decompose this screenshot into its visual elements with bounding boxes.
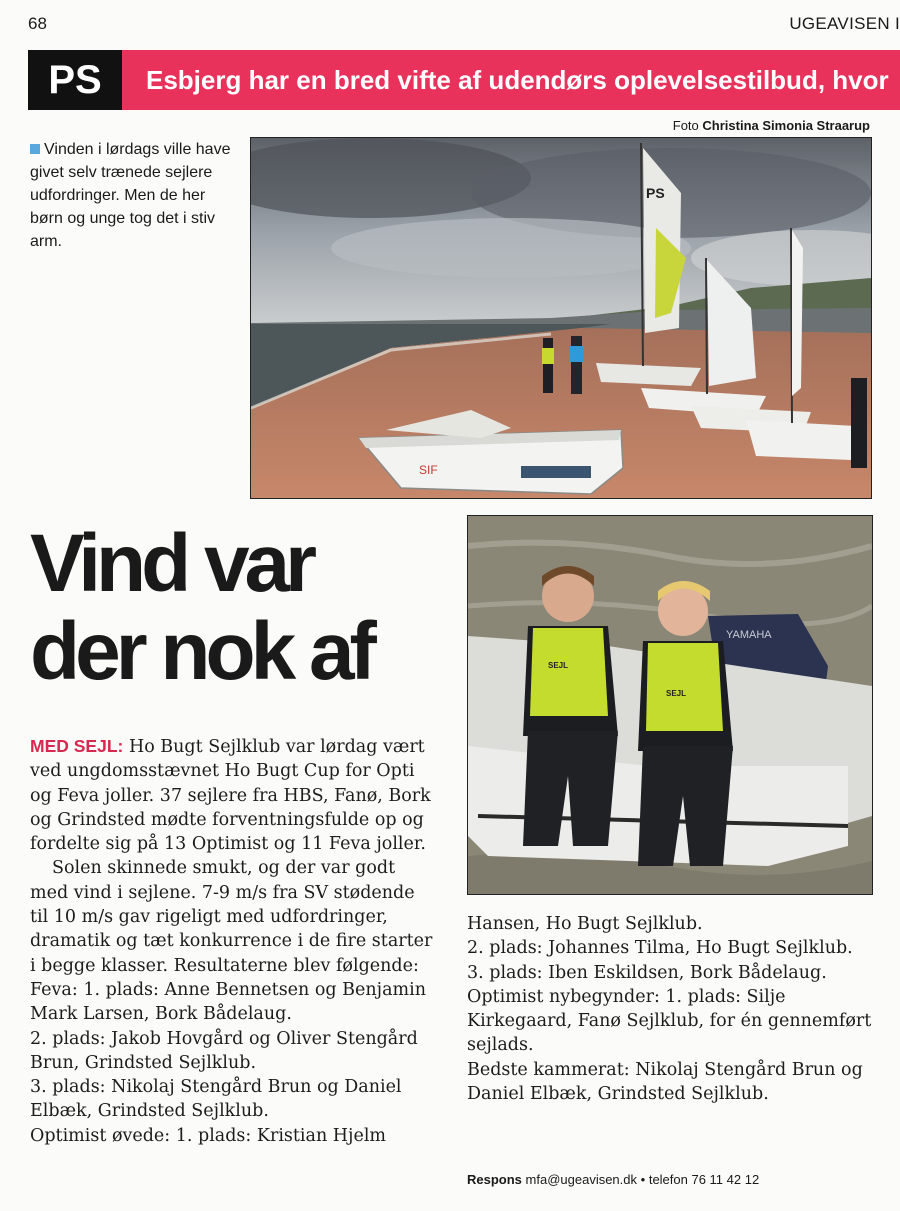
kicker: MED SEJL: bbox=[30, 736, 124, 756]
respons-email[interactable]: mfa@ugeavisen.dk bbox=[525, 1172, 638, 1187]
result-line: Optimist øvede: 1. plads: Kristian Hjelm bbox=[30, 1125, 387, 1146]
banner-text: Esbjerg har en bred vifte af udendørs oplevelsestilbud, hvor bbox=[122, 50, 900, 110]
photo-kids-on-rib bbox=[467, 515, 873, 895]
respons-phone: telefon 76 11 42 12 bbox=[648, 1172, 760, 1187]
headline bbox=[30, 520, 450, 696]
headline-line-2: der nok af bbox=[30, 606, 372, 697]
photo-beach-dinghies bbox=[250, 137, 872, 499]
article-column-2 bbox=[467, 912, 872, 1106]
respons-label: Respons bbox=[467, 1172, 522, 1187]
result-line: 3. plads: Nikolaj Stengård Brun og Daniel Elbæk, Grindsted Sejlklub. bbox=[30, 1077, 402, 1122]
result-line: Feva: 1. plads: Anne Bennetsen og Benjamin Mark Larsen, Bork Bådelaug. bbox=[30, 979, 426, 1025]
article-column-1 bbox=[30, 734, 435, 1148]
respons-separator: • bbox=[640, 1172, 646, 1187]
headline-line-1: Vind var bbox=[30, 518, 313, 609]
photo-credit-prefix: Foto bbox=[672, 118, 699, 133]
vest-label-left: SEJL bbox=[548, 661, 569, 670]
result-line: Hansen, Ho Bugt Sejlklub. bbox=[467, 914, 703, 934]
result-line: Bedste kammerat: Nikolaj Stengård Brun og Daniel Elbæk, Grindsted Sejlklub. bbox=[467, 1059, 863, 1105]
result-line: 2. plads: Jakob Hovgård og Oliver Stengård Brun, Grindsted Sejlklub. bbox=[30, 1028, 418, 1073]
page-number: 68 bbox=[28, 14, 47, 33]
vest-label-right: SEJL bbox=[666, 689, 687, 698]
publication-name: UGEAVISEN I bbox=[789, 14, 900, 33]
sail-label: PS bbox=[646, 185, 665, 201]
result-line: 3. plads: Iben Eskildsen, Bork Bådelaug. bbox=[467, 962, 827, 983]
photo-credit bbox=[673, 118, 870, 133]
result-line: 2. plads: Johannes Tilma, Ho Bugt Sejlklub. bbox=[467, 938, 853, 959]
lead-text: Ho Bugt Sejlklub var lørdag vært ved ungdomsstævnet Ho Bugt Cup for Opti og Feva joller. 37 sejlere fra HBS, Fanø, Bork og Grindsted mødte forventningsfulde op og fordelte sig på 13 Optimist og 11 Feva joller. bbox=[30, 737, 431, 855]
result-line: Optimist nybegynder: 1. plads: Silje Kirkegaard, Fanø Sejlklub, for én gennemført sejlads. bbox=[467, 986, 872, 1056]
section-banner bbox=[28, 50, 900, 110]
boat-label: SIF bbox=[419, 463, 438, 477]
paragraph-2: Solen skinnede smukt, og der var godt med vind i sejlene. 7-9 m/s fra SV stødende til 10 m/s gav rigeligt med udfordringer, dramatik og tæt konkurrence i de fire starter i begge klasser. Resultaterne blev følgende: bbox=[30, 858, 433, 976]
caption-marker-icon bbox=[30, 144, 40, 154]
photographer-name: Christina Simonia Straarup bbox=[702, 118, 870, 133]
caption-text: Vinden i lørdags ville have givet selv trænede sejlere udfordringer. Men de her børn og unge tog det i stiv arm. bbox=[30, 141, 231, 250]
engine-label: YAMAHA bbox=[726, 629, 772, 641]
photo-caption bbox=[30, 138, 240, 253]
lead-paragraph bbox=[30, 734, 435, 856]
section-tag: PS bbox=[28, 50, 122, 110]
respons-contact bbox=[467, 1172, 759, 1187]
